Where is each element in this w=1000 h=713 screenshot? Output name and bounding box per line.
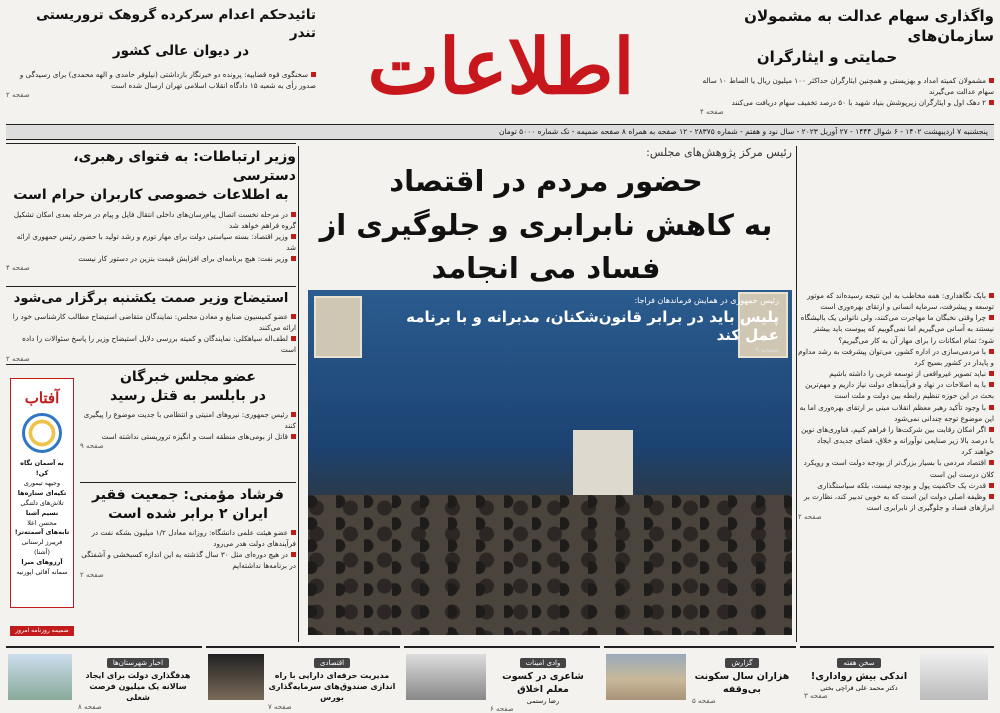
main-headline-line-1: حضور مردم در اقتصاد (389, 164, 703, 198)
teaser-photo (8, 654, 72, 700)
top-right-bullet-1-text: مشمولان کمیته امداد و بهزیستی و همچنین ایثارگران حداکثر ۱۰۰ میلیون ریال یا الساط ۱۰ ساله سهام عدالت می‌گیرند (702, 75, 994, 96)
teaser-byline: دکتر محمد علی قراچی بختی (820, 683, 898, 692)
body-paragraph-text: بابک نگاهداری: همه مخاطب به این نتیجه رسیده‌اند که موتور توسعه و پیشرفت، سرمایه انسانی و ارتقای بهره‌وری است (807, 291, 994, 312)
bullet-square-icon (989, 100, 994, 105)
supplement-item: نسیم آشنا (25, 508, 59, 517)
body-paragraph (798, 424, 994, 457)
bullet-square-icon (989, 460, 994, 465)
photo-headline: پلیس باید در برابر قانون‌شکنان، مدبرانه و با برنامه عمل کند (406, 308, 779, 344)
body-paragraph-text: با به اصلاحات در نهاد و فرآیندهای دولت نیاز داریم و مهم‌ترین بحث در این حوزه تنظیم رابطه بین دولت و ملت است (805, 380, 994, 401)
story-assembly-headline-2: در بابلسر به قتل رسید (110, 387, 266, 404)
supplement-item: آرزوهای مبرا (21, 558, 63, 567)
bottom-teaser[interactable] (6, 646, 202, 712)
teaser-photo (406, 654, 486, 700)
body-paragraph (798, 491, 994, 513)
supplement-item: تابه‌های آسمته‌تر! (14, 528, 70, 537)
page-ref: صفحه ۲ (80, 571, 104, 580)
story-momeni-line-text: در هیچ دوره‌ای مثل ۳۰ سال گذشته به این اندازه کسبخشی و آشفتگی در برنامه‌ها نداشته‌ایم (81, 550, 296, 571)
story-impeachment-line (6, 311, 296, 333)
main-kicker: رئیس مرکز پژوهش‌های مجلس: (646, 146, 792, 159)
bullet-square-icon (291, 256, 296, 261)
top-left-headline-2: در دیوان عالی کشور (112, 43, 250, 60)
top-left-story[interactable] (6, 6, 316, 99)
story-ict-minister[interactable] (6, 148, 296, 272)
bullet-square-icon (291, 212, 296, 217)
page-ref: صفحه ۲ (6, 355, 30, 364)
divider (6, 143, 296, 144)
bullet-square-icon (989, 78, 994, 83)
story-assembly-line-text: قاتل از بومی‌های منطقه است و انگیزه تروریستی نداشته است (101, 432, 288, 442)
page-ref: صفحه ۲ (798, 513, 822, 522)
story-impeachment-headline: استیضاح وزیر صمت یکشنبه برگزار می‌شود (13, 291, 289, 306)
bullet-square-icon (291, 234, 296, 239)
supplement-item: سمانه آقائی اپورنیه (16, 568, 68, 577)
bullet-square-icon (989, 293, 994, 298)
teaser-title: شاعری در کسوت معلم اخلاق (502, 671, 584, 695)
story-momeni[interactable] (80, 486, 296, 579)
page-ref: صفحه ۹ (80, 442, 104, 451)
teaser-tag: سخن هفته (837, 658, 880, 668)
supplement-item: وجیهه تیموری (23, 478, 61, 487)
body-paragraph-text: اگر امکان رقابت بین شرکت‌ها را فراهم کنیم، فناوری‌های نوین با درصد بالا زیر صنایعی نوآورانه و خلاق، فضای جدیدی ایجاد خواهند کرد (801, 424, 994, 457)
supplement-title: آفتاب (24, 389, 60, 407)
body-paragraph-text: با مردمی‌سازی در اداره کشور، می‌توان پیشرفت به رشد مداوم و پایدار در کشور بسیج کرد (798, 346, 994, 367)
body-paragraph-text: نباید تصویر غیرواقعی از توسعه غربی را داشته باشیم (829, 369, 986, 379)
divider (298, 146, 299, 642)
top-right-headline-2: حمایتی و ایثارگران (756, 47, 898, 66)
bullet-square-icon (989, 483, 994, 488)
page-ref: صفحه ۸ (78, 703, 102, 712)
story-momeni-line (80, 527, 296, 549)
story-assembly-line-text: رئیس جمهوری: نیروهای امنیتی و انتظامی با جدیت موضوع را پیگیری کنند (83, 409, 296, 430)
top-right-story[interactable] (700, 6, 994, 116)
body-paragraph-text: چرا وقتی نخبگان ما مهاجرت می‌کنند، ولی ناتوانی یک بالیشگاه نیستند به آسانی می‌گیریم اما نمی‌گوییم که پیوست باید بیشتر شود؛ تمام امکانات را برای مهار آن به کار می‌گیریم؟ (800, 313, 994, 345)
bullet-square-icon (311, 72, 316, 77)
page-ref: صفحه ۲ (6, 90, 30, 99)
body-paragraph (798, 368, 994, 379)
body-paragraph-text: وظیفه اصلی دولت این است که به خوبی تدبیر کند، نظارت بر ابرازهای فساد و جلوگیری از نابرابری است (803, 491, 994, 512)
main-headline[interactable] (300, 160, 792, 291)
bullet-square-icon (291, 336, 296, 341)
body-paragraph-text: قدرت یک حاکمیت پول و بودجه نیست، بلکه سیاستگذاری (817, 480, 986, 490)
photo-caption (374, 296, 779, 354)
page-ref: صفحه ۳ (804, 691, 828, 700)
main-story-body[interactable] (798, 290, 994, 521)
bullet-square-icon (989, 405, 994, 410)
bullet-square-icon (989, 494, 994, 499)
masthead-logo: اطلاعات (367, 22, 635, 111)
story-ict-line-text: در مرحله نخست اتصال پیام‌رسان‌های داخلی انتقال فایل و پیام در مرحله بعدی امکان تشکیل گروه فراهم خواهد شد (13, 209, 296, 230)
body-paragraph-text: اقتصاد مردمی با بسیار بزرگ‌تر از بودجه دولت است و رویکرد کلان درست این است (803, 458, 994, 479)
bullet-square-icon (291, 314, 296, 319)
divider (6, 364, 296, 365)
teaser-photo (208, 654, 264, 700)
page-ref: صفحه ۶ (490, 704, 514, 713)
supplement-promo[interactable] (10, 378, 74, 608)
page-ref: صفحه ۷ (268, 703, 292, 712)
supplement-item: به آسمان نگاه کن! (20, 459, 64, 477)
top-right-bullet-2 (700, 97, 994, 108)
teaser-title: هدفگذاری دولت برای ایجاد سالانه یک میلیون فرصت شغلی (85, 671, 191, 702)
bullet-square-icon (989, 371, 994, 376)
top-right-bullet-2-text: ۲ دهک اول و ایثارگران زیرپوشش بنیاد شهید با ۵۰ درصد تخفیف سهام دریافت می‌کنند (731, 98, 986, 108)
story-ict-line-text: وزیر نفت: هیچ برنامه‌ای برای افزایش قیمت بنزین در دستور کار نیست (78, 254, 288, 264)
story-impeachment-line-text: لطف‌اله سیاهکلی: نمایندگان و کمیته بررسی دلایل استیضاح وزیر را پاسخ سئوالات را داده است (22, 333, 296, 355)
bullet-square-icon (989, 382, 994, 387)
photo-kicker: رئیس جمهوری در همایش فرماندهان فراجا: (634, 296, 779, 305)
body-paragraph (798, 457, 994, 479)
story-ict-headline: وزیر ارتباطات: به فتوای رهبری، دسترسی (73, 149, 296, 184)
divider (80, 482, 296, 483)
story-ict-line (6, 253, 296, 264)
top-left-headline: تائیدحکم اعدام سرکرده گروهک تروریستی تندر (36, 7, 316, 42)
supplement-footer: ضمیمه روزنامه امروز (10, 626, 74, 636)
supplement-item: محسن اعلا (27, 518, 57, 527)
teaser-tag: وادی امینات (520, 658, 567, 668)
supplement-item: تلاش‌های دلتنگی (20, 498, 64, 507)
teaser-title: مدیریت حرفه‌ای دارایی با راه اندازی صندوق‌های سرمایه‌گذاری بورس (268, 671, 396, 702)
dateline: پنجشنبه ۷ اردیبهشت ۱۴۰۲ - ۶ شوال ۱۴۴۴ - ۲۷ آوریل ۲۰۲۳ - سال نود و هفتم - شماره ۲۸۳۷۵ - ۱۲ صفحه به همراه ۸ صفحه ضمیمه - تک شماره ۵۰۰۰ تومان (6, 124, 994, 140)
story-impeachment-line (6, 333, 296, 355)
top-right-headline: واگذاری سهام عدالت به مشمولان سازمان‌های (744, 7, 994, 46)
page-ref: صفحه ۵ (692, 696, 716, 705)
bullet-square-icon (989, 315, 994, 320)
main-photo[interactable] (308, 290, 792, 635)
teaser-title: هزاران سال سکونت بی‌وقفه (694, 671, 790, 695)
page-ref: صفحه ۴ (700, 108, 724, 117)
audience (308, 495, 792, 635)
teaser-byline: رضا رستمی (526, 696, 560, 705)
teaser-tag: اقتصادی (314, 658, 350, 668)
page-ref: صفحه ۴ (6, 264, 30, 273)
divider (6, 286, 296, 287)
bullet-square-icon (291, 530, 296, 535)
story-momeni-line-text: عضو هیئت علمی دانشگاه: روزانه معادل ۱/۲ میلیون بشکه نفت در فرآیندهای دولت هدر می‌رود (91, 527, 296, 548)
body-paragraph (798, 290, 994, 312)
story-impeachment-line-text: عضو کمیسیون صنایع و معادن مجلس: نمایندگان متقاضی استیضاح مطالب کارشناسی خود را ارائه می‌کنند (12, 311, 296, 332)
body-paragraph-text: با وجود تأکید رهبر معظم انقلاب مبنی بر ارتقای بهره‌وری اما به این موضوع توجه چندانی نمی‌شود (799, 402, 994, 423)
story-momeni-headline-2: ایران ۲ برابر شده است (108, 505, 268, 522)
bullet-square-icon (989, 427, 994, 432)
bullet-square-icon (291, 412, 296, 417)
story-impeachment[interactable] (6, 290, 296, 363)
top-right-bullet-1 (700, 75, 994, 97)
sun-logo-icon (22, 413, 62, 453)
supplement-item: فریبرز لرستانی (آشنا) (21, 538, 63, 557)
story-ict-headline-2: به اطلاعات خصوصی کاربران حرام است (13, 186, 289, 203)
body-paragraph (798, 402, 994, 424)
story-assembly-line (80, 431, 296, 442)
teaser-tag: اخبار شهرستان‌ها (107, 658, 169, 668)
divider (796, 146, 797, 642)
bullet-square-icon (291, 434, 296, 439)
story-momeni-headline: فرشاد مؤمنی: جمعیت فقیر (92, 487, 284, 503)
teaser-photo (606, 654, 686, 700)
story-ict-line (6, 231, 296, 253)
bullet-square-icon (989, 349, 994, 354)
story-ict-line-text: وزیر اقتصاد: بسته سیاستی دولت برای مهار تورم و رشد تولید با حضور رئیس جمهوری ارائه شد (16, 231, 296, 253)
photo-page-ref: صفحه ۹ (755, 346, 779, 354)
teaser-tag: گزارش (725, 658, 758, 668)
bullet-square-icon (291, 552, 296, 557)
teaser-title: اندکی بیش رواداری! (810, 671, 908, 682)
supplement-item: تکیه‌ای ستاره‌ها (17, 488, 67, 497)
bottom-teaser[interactable] (206, 646, 400, 712)
body-paragraph (798, 312, 994, 345)
story-momeni-line (80, 549, 296, 571)
story-assembly-line (80, 409, 296, 431)
body-paragraph (798, 379, 994, 401)
bottom-teaser[interactable] (800, 646, 994, 702)
top-left-body (6, 69, 316, 91)
bottom-teaser[interactable] (404, 646, 600, 713)
teaser-photo (920, 654, 988, 700)
story-assembly-headline: عضو مجلس خبرگان (119, 369, 256, 385)
portrait-left (314, 296, 362, 358)
body-paragraph (798, 346, 994, 368)
story-ict-line (6, 209, 296, 231)
top-left-body-text: سخنگوی قوه قضاییه: پرونده دو خبرنگار بازداشتی (نیلوفر حامدی و الهه محمدی) برای رسیدگی و صدور رأی به شعبه ۱۵ دادگاه انقلاب اسلامی تهران ارسال شده است (19, 69, 316, 90)
body-paragraph (798, 480, 994, 491)
story-assembly-member[interactable] (80, 368, 296, 450)
main-headline-line-2: به کاهش نابرابری و جلوگیری از فساد می انجامد (319, 207, 773, 285)
bottom-teaser[interactable] (604, 646, 796, 705)
